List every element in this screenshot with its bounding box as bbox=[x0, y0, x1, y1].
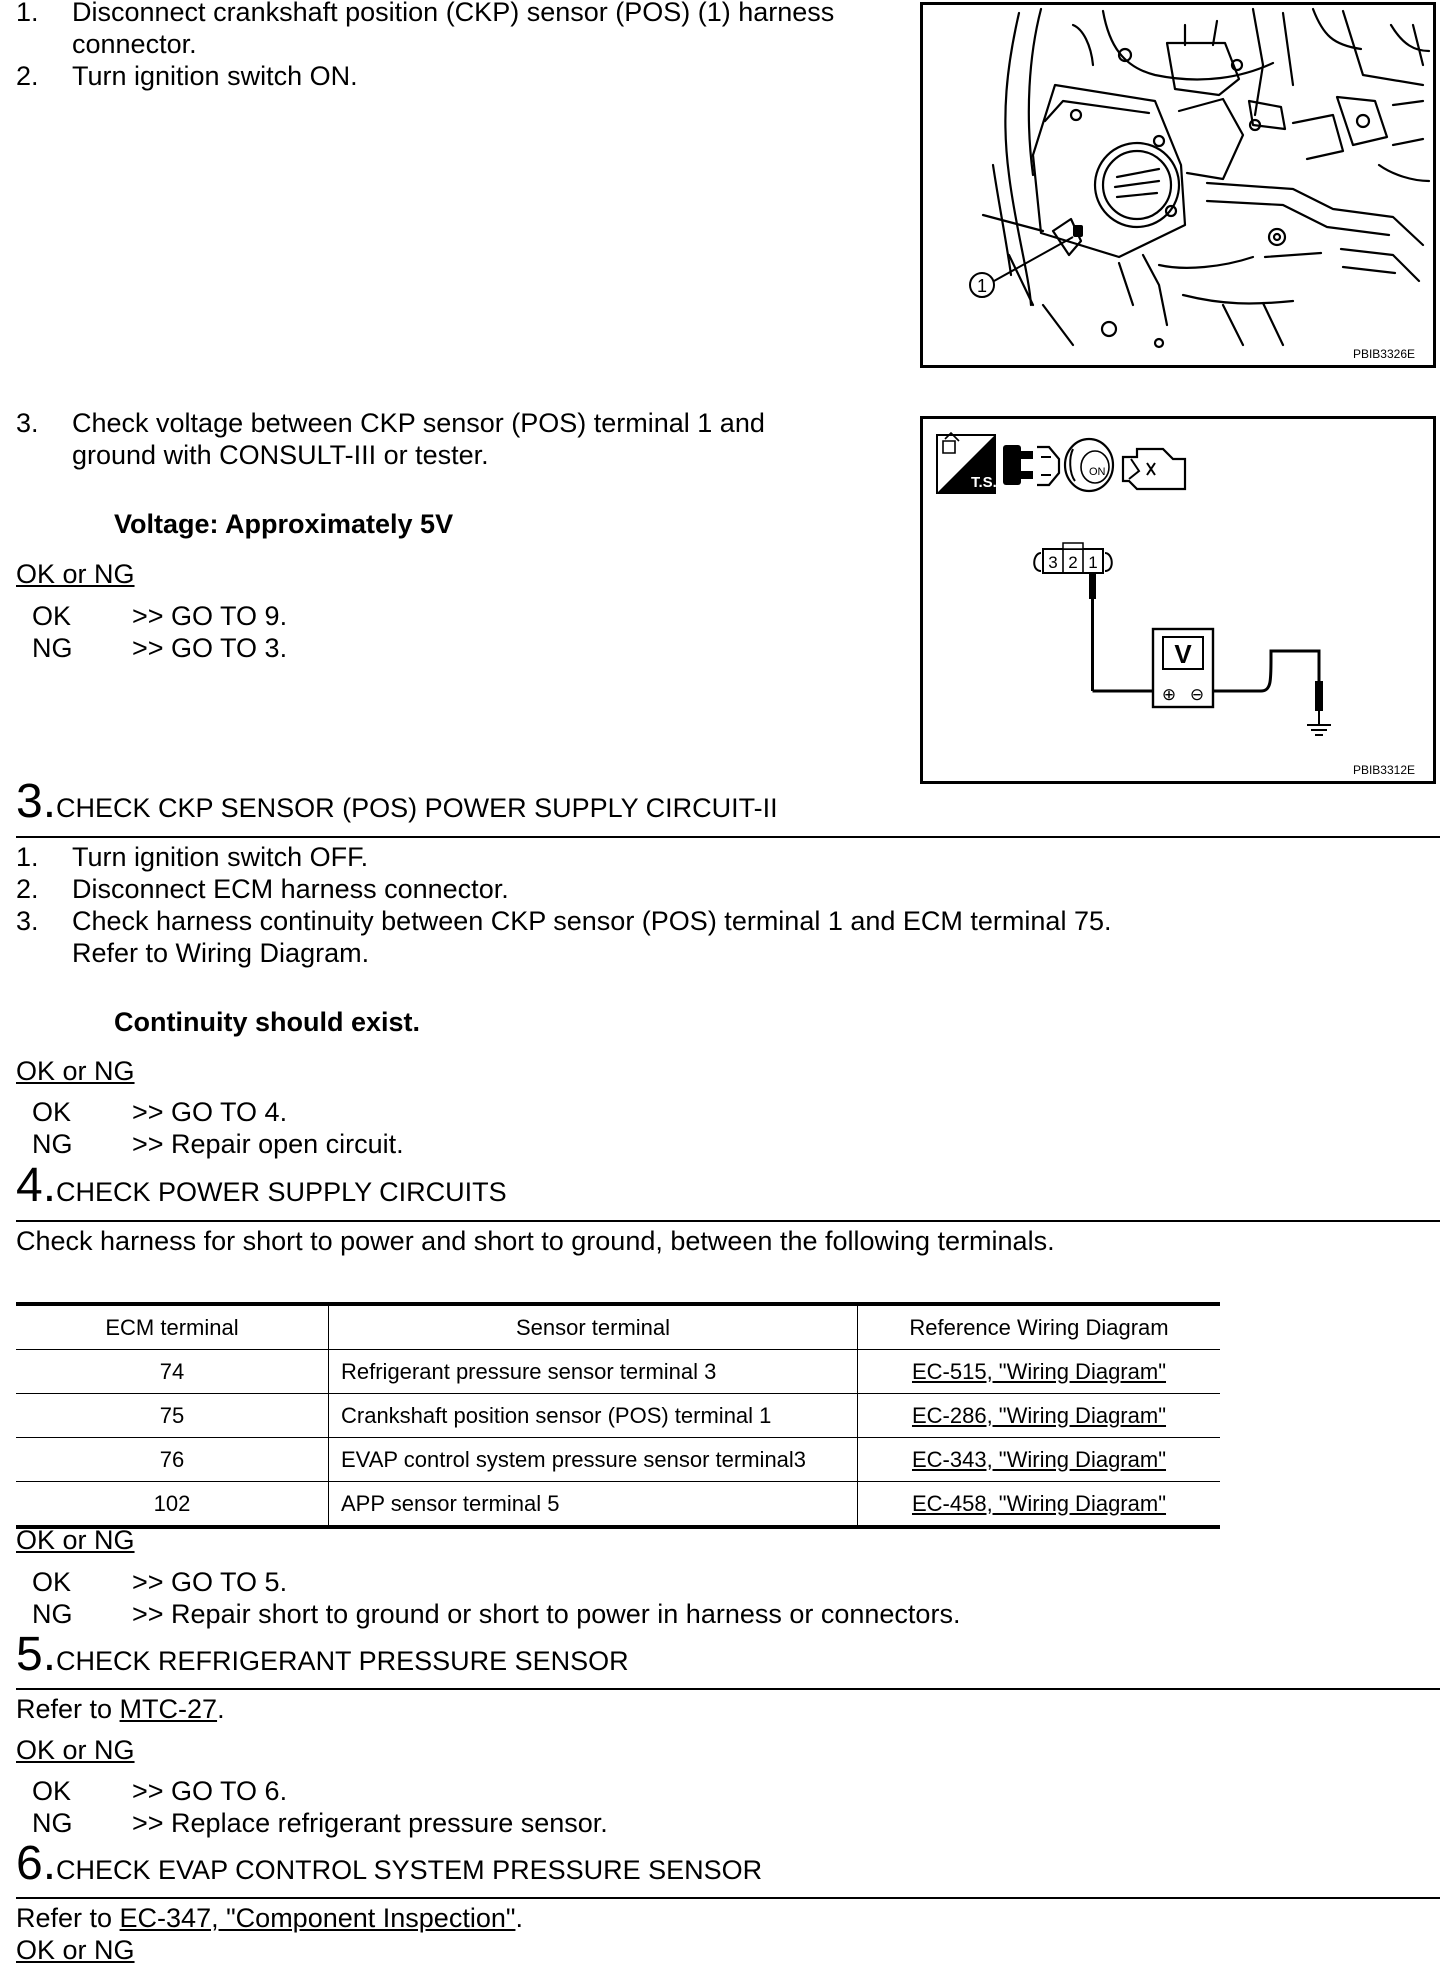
step-text: Check voltage between CKP sensor (POS) terminal 1 and bbox=[72, 408, 765, 438]
reference-link[interactable]: EC-515, "Wiring Diagram" bbox=[911, 1358, 1167, 1384]
result-list bbox=[0, 600, 600, 666]
step-number: 3. bbox=[16, 906, 39, 936]
ecm-terminal-cell: 102 bbox=[16, 1482, 329, 1528]
step-number: 2. bbox=[16, 874, 39, 904]
voltmeter-icon bbox=[1153, 629, 1213, 707]
section-number: 6. bbox=[16, 1837, 57, 1890]
step-text: Turn ignition switch ON. bbox=[72, 61, 358, 91]
result-key: OK bbox=[32, 1097, 72, 1127]
result-key: NG bbox=[32, 1599, 73, 1629]
step-text: Disconnect crankshaft position (CKP) sensor (POS) (1) harness bbox=[72, 0, 835, 27]
step-text-continued: ground with CONSULT-III or tester. bbox=[72, 440, 489, 470]
section-heading bbox=[16, 1628, 629, 1681]
voltage-check-diagram bbox=[920, 416, 1436, 784]
connector-disconnect-icon bbox=[1003, 445, 1059, 485]
section-title: CHECK REFRIGERANT PRESSURE SENSOR bbox=[56, 1646, 629, 1676]
sensor-terminal-cell: Crankshaft position sensor (POS) terminal 1 bbox=[329, 1394, 858, 1438]
ok-or-ng-label: OK or NG bbox=[16, 559, 135, 589]
step-number: 1. bbox=[16, 842, 39, 872]
result-value: >> GO TO 4. bbox=[132, 1097, 288, 1127]
plus-terminal-icon: ⊕ bbox=[1161, 685, 1177, 705]
section-title: CHECK CKP SENSOR (POS) POWER SUPPLY CIRCUIT-II bbox=[56, 793, 778, 823]
section-heading bbox=[16, 775, 778, 828]
voltmeter-label: V bbox=[1174, 639, 1192, 669]
reference-link-cell[interactable] bbox=[858, 1394, 1221, 1438]
step-number: 2. bbox=[16, 61, 39, 91]
refer-line bbox=[16, 1902, 523, 1935]
result-list bbox=[0, 1775, 1000, 1841]
result-key: NG bbox=[32, 1808, 73, 1838]
result-value: >> Repair open circuit. bbox=[132, 1129, 404, 1159]
step-text: Check harness continuity between CKP sensor (POS) terminal 1 and ECM terminal 75. bbox=[72, 906, 1112, 936]
minus-terminal-icon: ⊖ bbox=[1189, 685, 1205, 705]
step-number: 1. bbox=[16, 0, 39, 27]
section-rule bbox=[16, 836, 1440, 838]
result-list bbox=[0, 1096, 800, 1162]
step-text: Turn ignition switch OFF. bbox=[72, 842, 369, 872]
reference-link[interactable]: EC-286, "Wiring Diagram" bbox=[911, 1402, 1167, 1428]
section-heading bbox=[16, 1837, 763, 1890]
table-row bbox=[16, 1482, 1220, 1528]
voltage-spec: Voltage: Approximately 5V bbox=[114, 509, 454, 539]
section-number: 5. bbox=[16, 1628, 57, 1681]
column-header: ECM terminal bbox=[16, 1304, 329, 1350]
ok-or-ng-label: OK or NG bbox=[16, 1056, 135, 1086]
result-value: >> Repair short to ground or short to power in harness or connectors. bbox=[132, 1599, 961, 1629]
ecm-terminal-cell: 74 bbox=[16, 1350, 329, 1394]
result-key: NG bbox=[32, 1129, 73, 1159]
sensor-connector bbox=[1034, 543, 1112, 573]
reference-link-cell[interactable] bbox=[858, 1482, 1221, 1528]
ignition-on-label: ON bbox=[1089, 466, 1106, 478]
table-header-row bbox=[16, 1304, 1220, 1350]
result-value: >> GO TO 3. bbox=[132, 633, 288, 663]
table-row bbox=[16, 1394, 1220, 1438]
column-header: Reference Wiring Diagram bbox=[858, 1304, 1221, 1350]
result-key: OK bbox=[32, 601, 72, 631]
pin-label: 3 bbox=[1048, 553, 1058, 572]
section-number: 3. bbox=[16, 775, 57, 828]
sensor-terminal-cell: APP sensor terminal 5 bbox=[329, 1482, 858, 1528]
sensor-terminal-cell: EVAP control system pressure sensor terminal3 bbox=[329, 1438, 858, 1482]
refer-link[interactable]: MTC-27 bbox=[119, 1694, 218, 1724]
ok-or-ng-label: OK or NG bbox=[16, 1525, 135, 1555]
section-intro: Check harness for short to power and short to ground, between the following terminals. bbox=[16, 1226, 1055, 1256]
engine-icon bbox=[1123, 449, 1185, 489]
step-text: Disconnect ECM harness connector. bbox=[72, 874, 509, 904]
terminal-table bbox=[16, 1302, 1220, 1529]
ts-badge-text: T.S. bbox=[971, 474, 997, 491]
figure-code: PBIB3312E bbox=[1352, 763, 1415, 777]
section-title: CHECK EVAP CONTROL SYSTEM PRESSURE SENSOR bbox=[56, 1855, 763, 1885]
callout-number: 1 bbox=[976, 276, 988, 296]
column-header: Sensor terminal bbox=[329, 1304, 858, 1350]
section-title: CHECK POWER SUPPLY CIRCUITS bbox=[56, 1177, 507, 1207]
result-value: >> GO TO 6. bbox=[132, 1776, 288, 1806]
refer-line bbox=[16, 1693, 225, 1726]
result-key: OK bbox=[32, 1567, 72, 1597]
ok-or-ng-label: OK or NG bbox=[16, 1935, 135, 1965]
result-key: OK bbox=[32, 1776, 72, 1806]
result-value: >> Replace refrigerant pressure sensor. bbox=[132, 1808, 608, 1838]
table-row bbox=[16, 1350, 1220, 1394]
voltage-measurement-schematic bbox=[923, 419, 1433, 781]
result-value: >> GO TO 5. bbox=[132, 1567, 288, 1597]
refer-suffix: . bbox=[515, 1903, 523, 1933]
continuity-spec: Continuity should exist. bbox=[114, 1007, 421, 1037]
figure-code: PBIB3326E bbox=[1352, 347, 1415, 361]
engine-crankshaft-sensor-drawing bbox=[923, 5, 1433, 365]
section-heading bbox=[16, 1159, 507, 1212]
reference-link-cell[interactable] bbox=[858, 1350, 1221, 1394]
step-text-continued: Refer to Wiring Diagram. bbox=[72, 938, 370, 968]
ok-or-ng-label: OK or NG bbox=[16, 1735, 135, 1765]
sensor-terminal-cell: Refrigerant pressure sensor terminal 3 bbox=[329, 1350, 858, 1394]
reference-link-cell[interactable] bbox=[858, 1438, 1221, 1482]
ecm-terminal-cell: 75 bbox=[16, 1394, 329, 1438]
refer-suffix: . bbox=[217, 1694, 225, 1724]
reference-link[interactable]: EC-458, "Wiring Diagram" bbox=[911, 1490, 1167, 1516]
result-list bbox=[0, 1566, 1200, 1632]
refer-prefix: Refer to bbox=[16, 1903, 120, 1933]
result-key: NG bbox=[32, 633, 73, 663]
section-rule bbox=[16, 1897, 1440, 1899]
step-text-continued: connector. bbox=[72, 29, 197, 59]
ecm-terminal-cell: 76 bbox=[16, 1438, 329, 1482]
step-number: 3. bbox=[16, 408, 39, 438]
result-value: >> GO TO 9. bbox=[132, 601, 288, 631]
pin-label: 1 bbox=[1088, 553, 1098, 572]
refer-prefix: Refer to bbox=[16, 1694, 120, 1724]
refer-link[interactable]: EC-347, "Component Inspection" bbox=[119, 1903, 516, 1933]
section-rule bbox=[16, 1220, 1440, 1222]
ignition-on-icon bbox=[1065, 439, 1113, 491]
table-row bbox=[16, 1438, 1220, 1482]
section-rule bbox=[16, 1688, 1440, 1690]
reference-link[interactable]: EC-343, "Wiring Diagram" bbox=[911, 1446, 1167, 1472]
pin-label: 2 bbox=[1068, 553, 1078, 572]
engine-illustration-figure bbox=[920, 2, 1436, 368]
section-number: 4. bbox=[16, 1159, 57, 1212]
